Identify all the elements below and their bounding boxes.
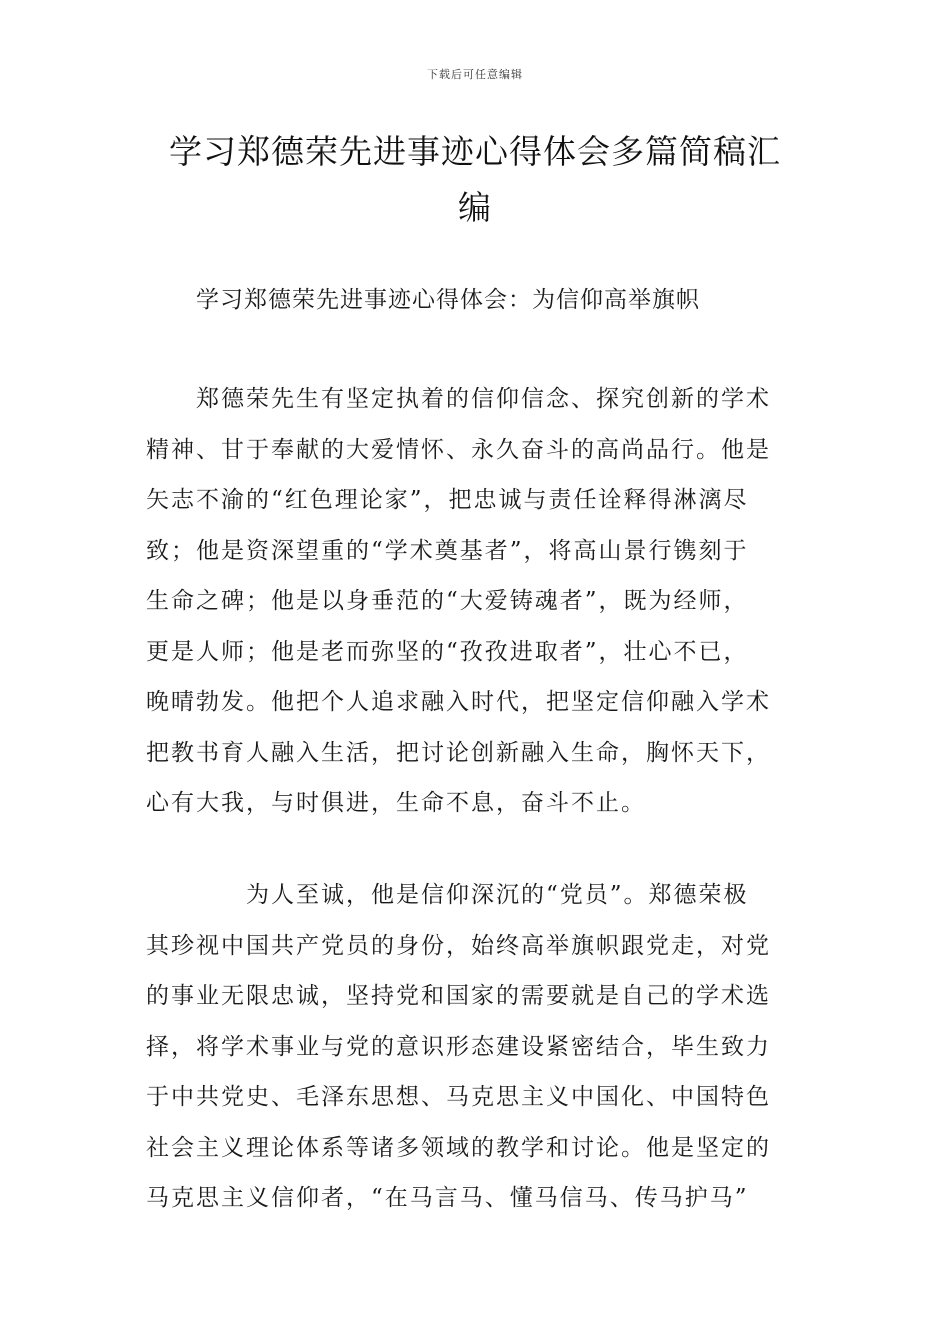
document-title bbox=[140, 124, 810, 236]
paragraph-line: 择，将学术事业与党的意识形态建设紧密结合，毕生致力 bbox=[146, 1033, 771, 1060]
paragraph-line: 其珍视中国共产党员的身份，始终高举旗帜跟党走，对党 bbox=[146, 932, 771, 959]
paragraph-line: 心有大我，与时俱进，生命不息，奋斗不止。 bbox=[146, 790, 646, 816]
section-subtitle: 学习郑德荣先进事迹心得体会：为信仰高举旗帜 bbox=[196, 287, 700, 313]
paragraph-line: 矢志不渝的“红色理论家”，把忠诚与责任诠释得淋漓尽 bbox=[146, 487, 749, 513]
paragraph-line: 为人至诚，他是信仰深沉的“党员”。郑德荣极 bbox=[146, 882, 749, 908]
header-note: 下载后可任意编辑 bbox=[427, 68, 523, 81]
paragraph-line: 社会主义理论体系等诸多领域的教学和讨论。他是坚定的 bbox=[146, 1134, 771, 1161]
paragraph-line: 精神、甘于奉献的大爱情怀、永久奋斗的高尚品行。他是 bbox=[146, 436, 771, 463]
paragraph-line: 晚晴勃发。他把个人追求融入时代，把坚定信仰融入学术 bbox=[146, 689, 771, 715]
paragraph-line: 致；他是资深望重的“学术奠基者”，将高山景行镌刻于 bbox=[146, 537, 749, 564]
document-title-line-1: 学习郑德荣先进事迹心得体会多篇简稿汇 bbox=[169, 132, 781, 171]
paragraph-1 bbox=[146, 374, 812, 829]
paragraph-line: 把教书育人融入生活，把讨论创新融入生命，胸怀天下， bbox=[146, 739, 771, 766]
paragraph-line: 生命之碑；他是以身垂范的“大爱铸魂者”，既为经师， bbox=[146, 588, 749, 614]
paragraph-line: 郑德荣先生有坚定执着的信仰信念、探究创新的学术 bbox=[146, 386, 771, 412]
paragraph-line: 马克思主义信仰者，“在马言马、懂马信马、传马护马” bbox=[146, 1185, 749, 1211]
paragraph-2 bbox=[146, 870, 812, 1224]
paragraph-line: 于中共党史、毛泽东思想、马克思主义中国化、中国特色 bbox=[146, 1084, 771, 1110]
paragraph-line: 更是人师；他是老而弥坚的“孜孜进取者”，壮心不已， bbox=[146, 638, 749, 665]
paragraph-line: 的事业无限忠诚，坚持党和国家的需要就是自己的学术选 bbox=[146, 983, 771, 1009]
document-title-line-2: 编 bbox=[458, 188, 492, 227]
